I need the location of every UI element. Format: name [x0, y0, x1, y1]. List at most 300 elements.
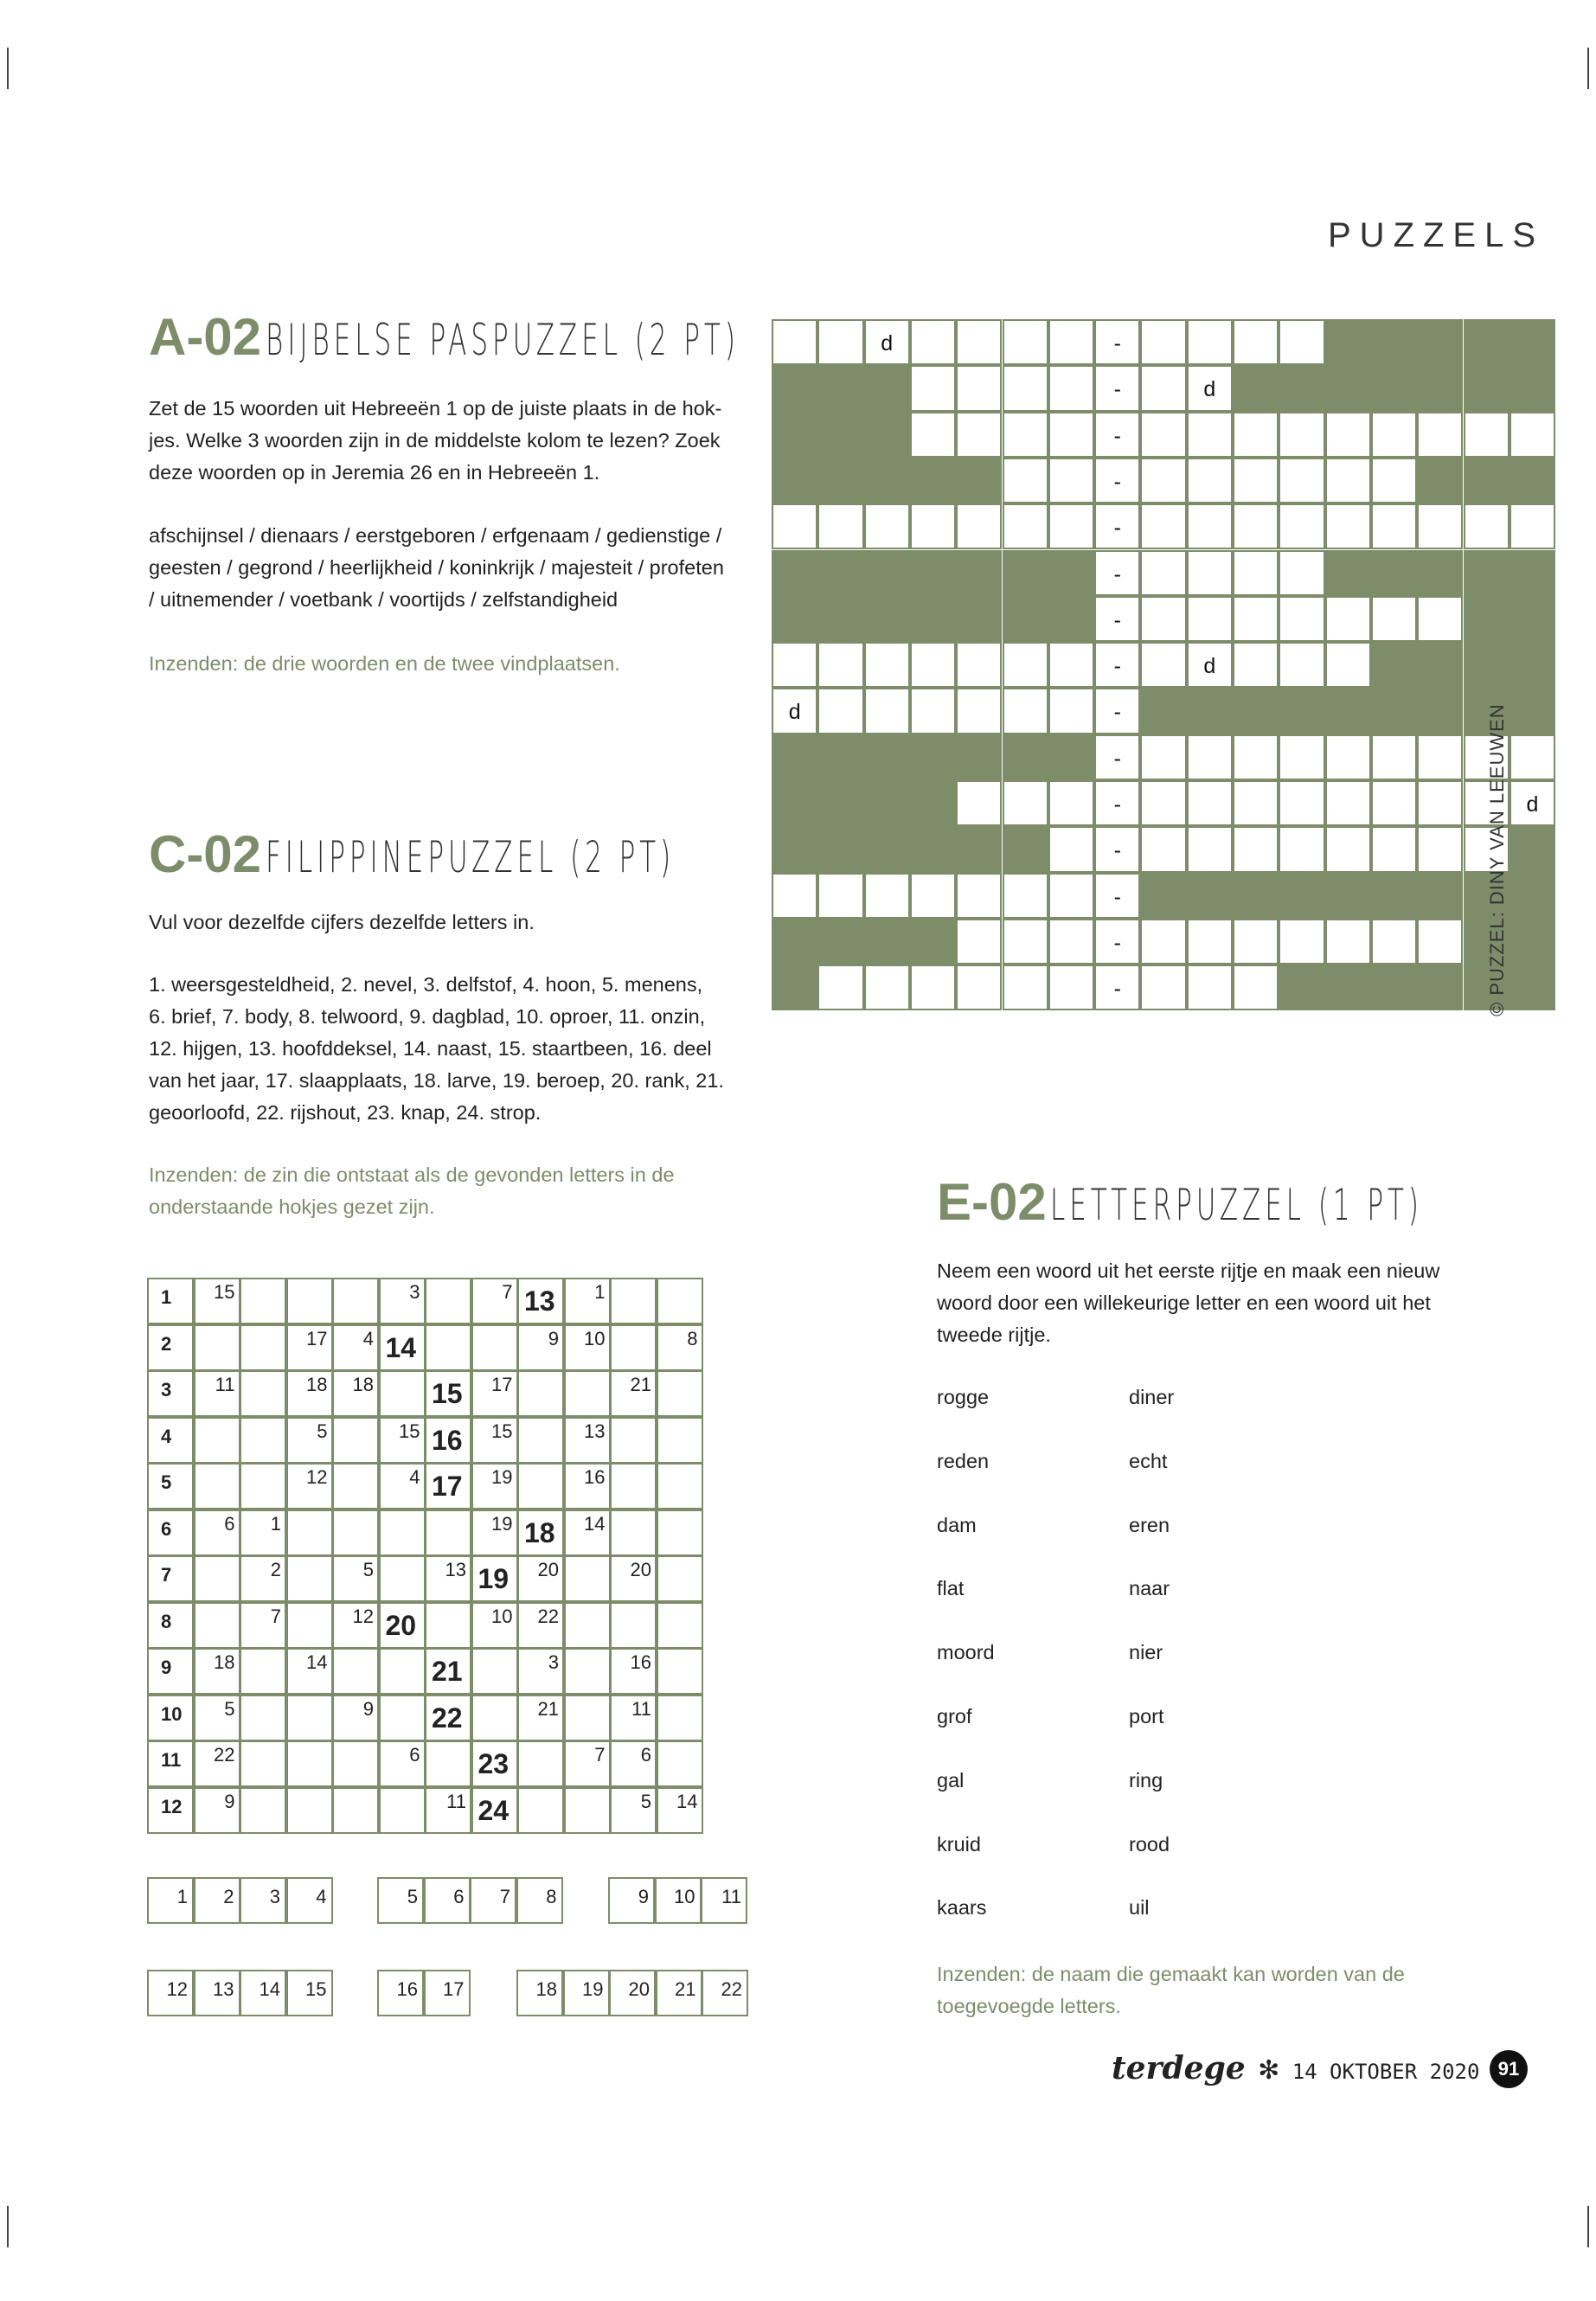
grid-cell[interactable]	[564, 1740, 611, 1787]
grid-cell[interactable]	[772, 503, 817, 549]
grid-cell[interactable]	[194, 1740, 240, 1787]
grid-cell[interactable]	[956, 688, 1002, 734]
grid-cell[interactable]	[1233, 734, 1279, 780]
grid-cell[interactable]	[1140, 458, 1186, 503]
grid-cell[interactable]	[425, 1695, 471, 1741]
grid-cell[interactable]	[471, 1509, 518, 1556]
grid-cell[interactable]	[956, 919, 1002, 965]
grid-cell[interactable]	[1509, 780, 1555, 826]
grid-cell[interactable]	[379, 1695, 426, 1741]
grid-cell[interactable]	[194, 1278, 240, 1324]
grid-cell[interactable]	[1464, 503, 1509, 549]
grid-cell[interactable]	[425, 1417, 471, 1464]
grid-cell[interactable]	[332, 1787, 379, 1834]
grid-cell[interactable]	[332, 1740, 379, 1787]
answer-box[interactable]	[470, 1877, 516, 1924]
grid-cell[interactable]	[1003, 319, 1048, 365]
grid-cell[interactable]	[1140, 780, 1186, 826]
grid-cell[interactable]	[332, 1463, 379, 1509]
grid-cell[interactable]	[1048, 688, 1094, 734]
grid-cell[interactable]	[1417, 780, 1463, 826]
grid-cell[interactable]	[1279, 826, 1324, 872]
grid-cell[interactable]	[1094, 919, 1140, 965]
grid-cell[interactable]	[517, 1555, 564, 1602]
grid-cell[interactable]	[286, 1278, 333, 1324]
grid-cell[interactable]	[194, 1370, 240, 1417]
grid-cell[interactable]	[610, 1695, 657, 1741]
grid-cell[interactable]	[1140, 734, 1186, 780]
grid-cell[interactable]	[517, 1695, 564, 1741]
grid-cell[interactable]	[425, 1602, 471, 1649]
grid-cell[interactable]	[610, 1463, 657, 1509]
grid-cell[interactable]	[817, 642, 863, 688]
grid-cell[interactable]	[194, 1602, 240, 1649]
answer-box[interactable]	[516, 1970, 563, 2016]
grid-cell[interactable]	[1048, 873, 1094, 919]
grid-cell[interactable]	[240, 1509, 286, 1556]
grid-cell[interactable]	[425, 1324, 471, 1371]
grid-cell[interactable]	[1325, 780, 1371, 826]
grid-cell[interactable]	[1094, 965, 1140, 1010]
grid-cell[interactable]	[379, 1602, 426, 1649]
grid-cell[interactable]	[471, 1463, 518, 1509]
grid-cell[interactable]	[1094, 734, 1140, 780]
grid-cell[interactable]	[471, 1648, 518, 1695]
grid-cell[interactable]	[956, 873, 1002, 919]
grid-cell[interactable]	[1094, 412, 1140, 458]
grid-cell[interactable]	[471, 1602, 518, 1649]
grid-cell[interactable]	[1233, 412, 1279, 458]
grid-cell[interactable]	[1048, 826, 1094, 872]
answer-box[interactable]	[516, 1877, 563, 1924]
grid-cell[interactable]	[286, 1602, 333, 1649]
grid-cell[interactable]	[1094, 503, 1140, 549]
grid-cell[interactable]	[517, 1787, 564, 1834]
grid-cell[interactable]	[1233, 642, 1279, 688]
grid-cell[interactable]	[564, 1278, 611, 1324]
answer-box[interactable]	[147, 1877, 194, 1924]
grid-cell[interactable]	[1233, 503, 1279, 549]
grid-cell[interactable]	[286, 1695, 333, 1741]
grid-cell[interactable]	[286, 1740, 333, 1787]
grid-cell[interactable]	[1140, 965, 1186, 1010]
grid-cell[interactable]	[772, 642, 817, 688]
grid-cell[interactable]	[657, 1740, 703, 1787]
grid-cell[interactable]	[1371, 734, 1417, 780]
grid-cell[interactable]	[1279, 780, 1324, 826]
grid-cell[interactable]	[864, 503, 910, 549]
grid-cell[interactable]	[332, 1370, 379, 1417]
grid-cell[interactable]	[1233, 596, 1279, 642]
grid-cell[interactable]	[240, 1787, 286, 1834]
grid-cell[interactable]	[1417, 412, 1463, 458]
grid-cell[interactable]	[194, 1417, 240, 1464]
grid-cell[interactable]	[194, 1509, 240, 1556]
grid-cell[interactable]	[517, 1278, 564, 1324]
grid-cell[interactable]	[1048, 919, 1094, 965]
grid-cell[interactable]	[956, 319, 1002, 365]
grid-cell[interactable]	[956, 965, 1002, 1010]
grid-cell[interactable]	[864, 319, 910, 365]
grid-cell[interactable]	[1187, 826, 1233, 872]
grid-cell[interactable]	[425, 1787, 471, 1834]
answer-box[interactable]	[424, 1877, 471, 1924]
grid-cell[interactable]	[517, 1417, 564, 1464]
grid-cell[interactable]	[772, 688, 817, 734]
grid-cell[interactable]	[610, 1787, 657, 1834]
grid-cell[interactable]	[1003, 458, 1048, 503]
grid-cell[interactable]	[1003, 642, 1048, 688]
grid-cell[interactable]	[240, 1324, 286, 1371]
grid-cell[interactable]	[1279, 319, 1324, 365]
grid-cell[interactable]	[1003, 503, 1048, 549]
grid-cell[interactable]	[194, 1463, 240, 1509]
grid-cell[interactable]	[194, 1555, 240, 1602]
grid-cell[interactable]	[657, 1602, 703, 1649]
grid-cell[interactable]	[286, 1324, 333, 1371]
grid-cell[interactable]	[1003, 873, 1048, 919]
grid-cell[interactable]	[1187, 458, 1233, 503]
grid-cell[interactable]	[1003, 365, 1048, 411]
grid-cell[interactable]	[1233, 826, 1279, 872]
grid-cell[interactable]	[657, 1324, 703, 1371]
grid-cell[interactable]	[1417, 919, 1463, 965]
grid-cell[interactable]	[240, 1278, 286, 1324]
grid-cell[interactable]	[471, 1695, 518, 1741]
grid-cell[interactable]	[471, 1324, 518, 1371]
grid-cell[interactable]	[1048, 319, 1094, 365]
grid-cell[interactable]	[1094, 458, 1140, 503]
answer-box[interactable]	[194, 1877, 240, 1924]
grid-cell[interactable]	[379, 1417, 426, 1464]
grid-cell[interactable]	[1003, 688, 1048, 734]
grid-cell[interactable]	[379, 1555, 426, 1602]
grid-cell[interactable]	[332, 1555, 379, 1602]
grid-cell[interactable]	[1371, 780, 1417, 826]
grid-cell[interactable]	[1140, 919, 1186, 965]
grid-cell[interactable]	[1509, 734, 1555, 780]
grid-cell[interactable]	[1417, 596, 1463, 642]
grid-cell[interactable]	[1094, 365, 1140, 411]
grid-cell[interactable]	[286, 1417, 333, 1464]
grid-cell[interactable]	[564, 1602, 611, 1649]
grid-cell[interactable]	[1233, 458, 1279, 503]
grid-cell[interactable]	[1187, 503, 1233, 549]
grid-cell[interactable]	[910, 412, 956, 458]
grid-cell[interactable]	[564, 1417, 611, 1464]
grid-cell[interactable]	[1233, 780, 1279, 826]
grid-cell[interactable]	[425, 1740, 471, 1787]
grid-cell[interactable]	[1094, 642, 1140, 688]
grid-cell[interactable]	[1140, 826, 1186, 872]
grid-cell[interactable]	[379, 1648, 426, 1695]
grid-cell[interactable]	[956, 503, 1002, 549]
answer-box[interactable]	[702, 1970, 748, 2016]
grid-cell[interactable]	[1371, 503, 1417, 549]
answer-box[interactable]	[563, 1970, 610, 2016]
answer-box[interactable]	[194, 1970, 240, 2016]
grid-cell[interactable]	[564, 1695, 611, 1741]
grid-cell[interactable]	[1048, 458, 1094, 503]
grid-cell[interactable]	[956, 780, 1002, 826]
grid-cell[interactable]	[425, 1370, 471, 1417]
grid-cell[interactable]	[1140, 642, 1186, 688]
answer-box[interactable]	[240, 1877, 286, 1924]
grid-cell[interactable]	[1187, 734, 1233, 780]
grid-cell[interactable]	[286, 1787, 333, 1834]
grid-cell[interactable]	[517, 1740, 564, 1787]
grid-cell[interactable]	[1094, 826, 1140, 872]
grid-cell[interactable]	[1187, 919, 1233, 965]
grid-cell[interactable]	[1325, 919, 1371, 965]
grid-cell[interactable]	[956, 365, 1002, 411]
grid-cell[interactable]	[1279, 734, 1324, 780]
grid-cell[interactable]	[1417, 503, 1463, 549]
grid-cell[interactable]	[1187, 780, 1233, 826]
grid-cell[interactable]	[610, 1324, 657, 1371]
grid-cell[interactable]	[1048, 365, 1094, 411]
grid-cell[interactable]	[1371, 412, 1417, 458]
grid-cell[interactable]	[332, 1417, 379, 1464]
grid-cell[interactable]	[379, 1370, 426, 1417]
grid-cell[interactable]	[657, 1278, 703, 1324]
grid-cell[interactable]	[286, 1370, 333, 1417]
grid-cell[interactable]	[1003, 919, 1048, 965]
grid-cell[interactable]	[1003, 412, 1048, 458]
grid-cell[interactable]	[379, 1463, 426, 1509]
grid-cell[interactable]	[910, 503, 956, 549]
grid-cell[interactable]	[564, 1463, 611, 1509]
grid-cell[interactable]	[564, 1555, 611, 1602]
grid-cell[interactable]	[1094, 319, 1140, 365]
grid-cell[interactable]	[1048, 780, 1094, 826]
grid-cell[interactable]	[1048, 642, 1094, 688]
grid-cell[interactable]	[1233, 919, 1279, 965]
grid-cell[interactable]	[1371, 596, 1417, 642]
grid-cell[interactable]	[286, 1509, 333, 1556]
grid-cell[interactable]	[425, 1463, 471, 1509]
grid-cell[interactable]	[610, 1417, 657, 1464]
grid-cell[interactable]	[1279, 596, 1324, 642]
grid-cell[interactable]	[610, 1278, 657, 1324]
grid-cell[interactable]	[1279, 458, 1324, 503]
grid-cell[interactable]	[517, 1602, 564, 1649]
grid-cell[interactable]	[1233, 965, 1279, 1010]
grid-cell[interactable]	[817, 688, 863, 734]
grid-cell[interactable]	[657, 1370, 703, 1417]
grid-cell[interactable]	[956, 642, 1002, 688]
grid-cell[interactable]	[471, 1370, 518, 1417]
grid-cell[interactable]	[610, 1648, 657, 1695]
grid-cell[interactable]	[517, 1509, 564, 1556]
grid-cell[interactable]	[240, 1370, 286, 1417]
grid-cell[interactable]	[332, 1648, 379, 1695]
grid-cell[interactable]	[194, 1324, 240, 1371]
answer-box[interactable]	[286, 1970, 333, 2016]
answer-box[interactable]	[424, 1970, 471, 2016]
grid-cell[interactable]	[332, 1602, 379, 1649]
grid-cell[interactable]	[564, 1370, 611, 1417]
grid-cell[interactable]	[564, 1324, 611, 1371]
grid-cell[interactable]	[240, 1648, 286, 1695]
grid-cell[interactable]	[286, 1555, 333, 1602]
grid-cell[interactable]	[379, 1278, 426, 1324]
grid-cell[interactable]	[864, 642, 910, 688]
grid-cell[interactable]	[910, 365, 956, 411]
answer-box[interactable]	[286, 1877, 333, 1924]
grid-cell[interactable]	[910, 319, 956, 365]
grid-cell[interactable]	[1187, 965, 1233, 1010]
grid-cell[interactable]	[1325, 596, 1371, 642]
grid-cell[interactable]	[1048, 503, 1094, 549]
grid-cell[interactable]	[1187, 319, 1233, 365]
grid-cell[interactable]	[657, 1463, 703, 1509]
grid-cell[interactable]	[657, 1695, 703, 1741]
grid-cell[interactable]	[1187, 365, 1233, 411]
grid-cell[interactable]	[1464, 412, 1509, 458]
grid-cell[interactable]	[657, 1648, 703, 1695]
grid-cell[interactable]	[817, 319, 863, 365]
grid-cell[interactable]	[564, 1509, 611, 1556]
grid-cell[interactable]	[1094, 688, 1140, 734]
answer-box[interactable]	[240, 1970, 286, 2016]
grid-cell[interactable]	[610, 1740, 657, 1787]
grid-cell[interactable]	[471, 1278, 518, 1324]
grid-cell[interactable]	[471, 1740, 518, 1787]
grid-cell[interactable]	[517, 1324, 564, 1371]
answer-box[interactable]	[608, 1877, 655, 1924]
grid-cell[interactable]	[864, 965, 910, 1010]
grid-cell[interactable]	[1140, 319, 1186, 365]
grid-cell[interactable]	[910, 688, 956, 734]
grid-cell[interactable]	[1325, 458, 1371, 503]
grid-cell[interactable]	[286, 1463, 333, 1509]
answer-box[interactable]	[655, 1877, 702, 1924]
grid-cell[interactable]	[1279, 503, 1324, 549]
grid-cell[interactable]	[1417, 826, 1463, 872]
grid-cell[interactable]	[194, 1695, 240, 1741]
grid-cell[interactable]	[240, 1602, 286, 1649]
grid-cell[interactable]	[471, 1787, 518, 1834]
grid-cell[interactable]	[1325, 826, 1371, 872]
grid-cell[interactable]	[1509, 412, 1555, 458]
grid-cell[interactable]	[1279, 919, 1324, 965]
grid-cell[interactable]	[240, 1740, 286, 1787]
grid-cell[interactable]	[332, 1324, 379, 1371]
grid-cell[interactable]	[1094, 780, 1140, 826]
answer-box[interactable]	[701, 1877, 747, 1924]
grid-cell[interactable]	[564, 1648, 611, 1695]
grid-cell[interactable]	[910, 965, 956, 1010]
grid-cell[interactable]	[194, 1648, 240, 1695]
grid-cell[interactable]	[1187, 412, 1233, 458]
grid-cell[interactable]	[240, 1417, 286, 1464]
grid-cell[interactable]	[517, 1463, 564, 1509]
grid-cell[interactable]	[1140, 550, 1186, 596]
grid-cell[interactable]	[379, 1509, 426, 1556]
grid-cell[interactable]	[657, 1787, 703, 1834]
answer-box[interactable]	[147, 1970, 194, 2016]
grid-cell[interactable]	[1325, 412, 1371, 458]
grid-cell[interactable]	[1417, 734, 1463, 780]
grid-cell[interactable]	[772, 319, 817, 365]
grid-cell[interactable]	[910, 642, 956, 688]
grid-cell[interactable]	[332, 1509, 379, 1556]
grid-cell[interactable]	[817, 503, 863, 549]
grid-cell[interactable]	[1003, 780, 1048, 826]
grid-cell[interactable]	[1187, 550, 1233, 596]
grid-cell[interactable]	[1140, 365, 1186, 411]
grid-cell[interactable]	[1233, 550, 1279, 596]
grid-cell[interactable]	[1279, 412, 1324, 458]
grid-cell[interactable]	[1325, 734, 1371, 780]
grid-cell[interactable]	[1509, 503, 1555, 549]
grid-cell[interactable]	[1140, 412, 1186, 458]
grid-cell[interactable]	[1279, 550, 1324, 596]
grid-cell[interactable]	[1371, 919, 1417, 965]
grid-cell[interactable]	[1048, 412, 1094, 458]
grid-cell[interactable]	[1371, 826, 1417, 872]
grid-cell[interactable]	[1094, 873, 1140, 919]
answer-box[interactable]	[377, 1970, 424, 2016]
grid-cell[interactable]	[1187, 642, 1233, 688]
grid-cell[interactable]	[657, 1509, 703, 1556]
grid-cell[interactable]	[286, 1648, 333, 1695]
answer-box[interactable]	[377, 1877, 424, 1924]
grid-cell[interactable]	[610, 1602, 657, 1649]
grid-cell[interactable]	[379, 1324, 426, 1371]
grid-cell[interactable]	[610, 1370, 657, 1417]
grid-cell[interactable]	[564, 1787, 611, 1834]
grid-cell[interactable]	[817, 965, 863, 1010]
grid-cell[interactable]	[425, 1278, 471, 1324]
grid-cell[interactable]	[240, 1555, 286, 1602]
grid-cell[interactable]	[1003, 965, 1048, 1010]
grid-cell[interactable]	[332, 1695, 379, 1741]
grid-cell[interactable]	[332, 1278, 379, 1324]
grid-cell[interactable]	[657, 1417, 703, 1464]
grid-cell[interactable]	[517, 1648, 564, 1695]
grid-cell[interactable]	[1325, 503, 1371, 549]
grid-cell[interactable]	[1233, 319, 1279, 365]
grid-cell[interactable]	[471, 1555, 518, 1602]
grid-cell[interactable]	[1279, 642, 1324, 688]
grid-cell[interactable]	[379, 1787, 426, 1834]
grid-cell[interactable]	[425, 1648, 471, 1695]
grid-cell[interactable]	[657, 1555, 703, 1602]
grid-cell[interactable]	[517, 1370, 564, 1417]
grid-cell[interactable]	[1325, 642, 1371, 688]
grid-cell[interactable]	[1187, 596, 1233, 642]
answer-box[interactable]	[609, 1970, 656, 2016]
grid-cell[interactable]	[610, 1509, 657, 1556]
grid-cell[interactable]	[1094, 550, 1140, 596]
grid-cell[interactable]	[610, 1555, 657, 1602]
grid-cell[interactable]	[194, 1787, 240, 1834]
grid-cell[interactable]	[240, 1695, 286, 1741]
grid-cell[interactable]	[1094, 596, 1140, 642]
grid-cell[interactable]	[379, 1740, 426, 1787]
grid-cell[interactable]	[956, 412, 1002, 458]
answer-box[interactable]	[656, 1970, 702, 2016]
grid-cell[interactable]	[1140, 503, 1186, 549]
grid-cell[interactable]	[864, 688, 910, 734]
grid-cell[interactable]	[1048, 965, 1094, 1010]
grid-cell[interactable]	[425, 1509, 471, 1556]
grid-cell[interactable]	[1140, 596, 1186, 642]
grid-cell[interactable]	[425, 1555, 471, 1602]
grid-cell[interactable]	[471, 1417, 518, 1464]
